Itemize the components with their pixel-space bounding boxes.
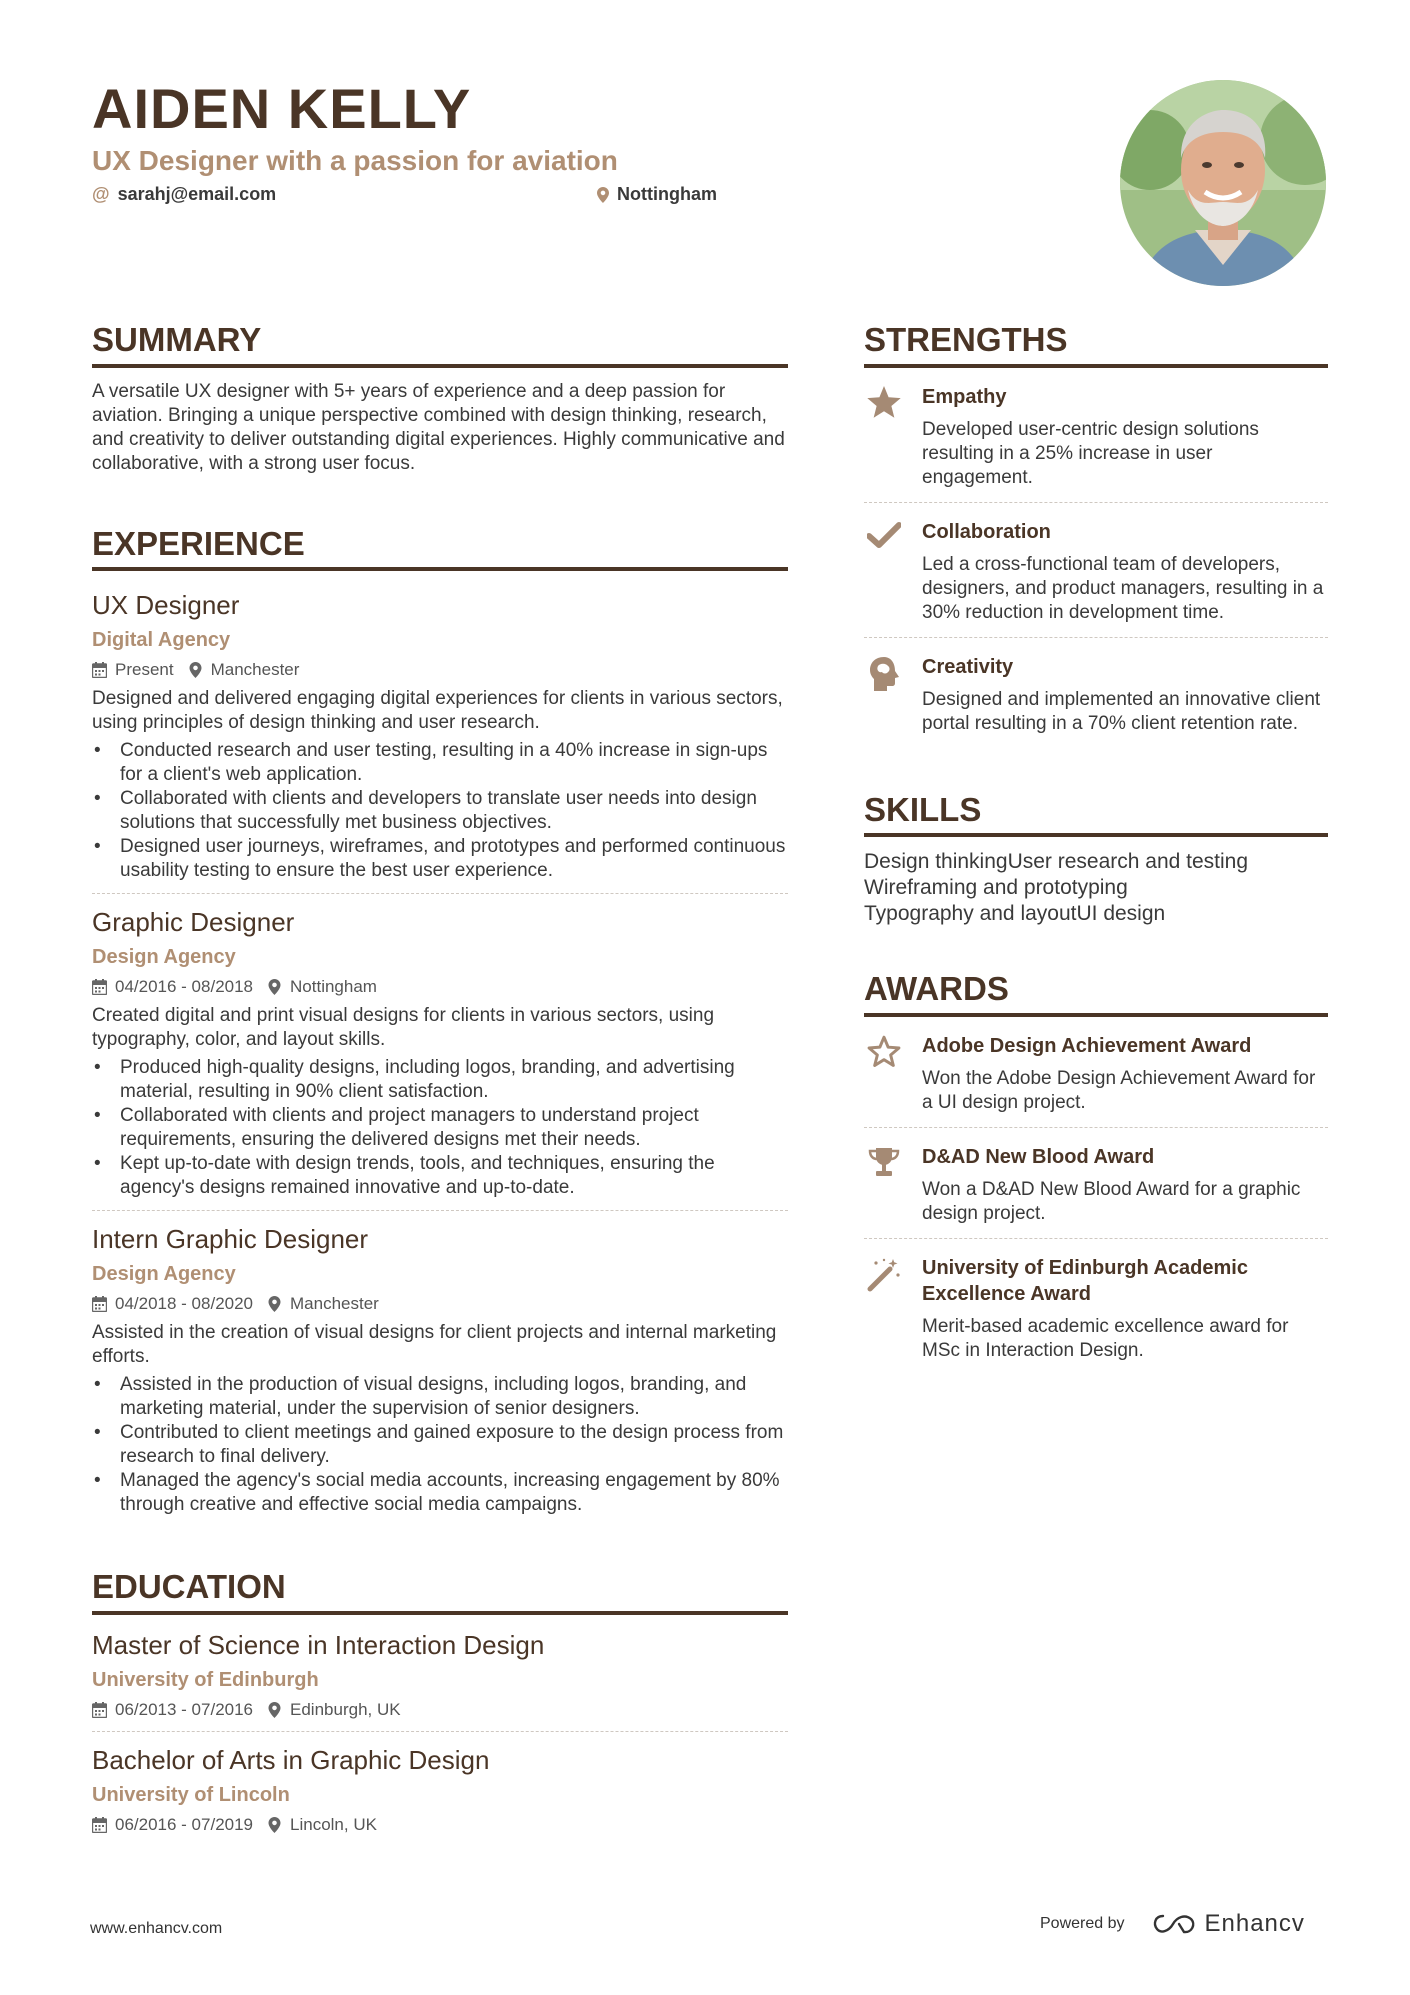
job-title: Graphic Designer bbox=[92, 907, 295, 938]
job-company: Design Agency bbox=[92, 1263, 236, 1286]
footer-powered-by bbox=[1040, 1910, 1305, 1938]
education-meta bbox=[92, 1814, 788, 1836]
location-pin-icon bbox=[597, 187, 609, 203]
calendar-icon bbox=[92, 1702, 107, 1718]
at-icon: @ bbox=[92, 184, 110, 204]
check-icon bbox=[867, 521, 901, 549]
job-location: Nottingham bbox=[290, 977, 377, 997]
job-meta bbox=[92, 976, 788, 998]
education-date: 06/2016 - 07/2019 bbox=[115, 1814, 254, 1834]
award-desc: Won the Adobe Design Achievement Award for a UI design project. bbox=[922, 1067, 1316, 1113]
summary-text: A versatile UX designer with 5+ years of experience and a deep passion for aviation. Bringing a unique perspective combined with design thinking, research, and creativity to deliver outstanding digital experiences. Highly communicative and collaborative, with a strong user focus. bbox=[92, 380, 785, 474]
job-location: Manchester bbox=[290, 1294, 379, 1314]
magic-wand-icon bbox=[866, 1257, 902, 1293]
awards-heading: AWARDS bbox=[864, 969, 1328, 1017]
job-meta bbox=[92, 659, 788, 681]
experience-item bbox=[92, 589, 788, 893]
bullet-item: • Kept up-to-date with design trends, tools, and techniques, ensuring the agency's designs remained innovative and up-to-date. bbox=[92, 1152, 788, 1200]
calendar-icon bbox=[92, 1817, 107, 1833]
job-date: 04/2018 - 08/2020 bbox=[115, 1294, 254, 1314]
location-pin-icon bbox=[267, 1296, 282, 1312]
bullet-item: • Assisted in the production of visual designs, including logos, branding, and marketing material, under the supervision of senior designers. bbox=[92, 1373, 788, 1421]
right-column bbox=[864, 320, 1328, 1375]
enhancv-logo-icon bbox=[1151, 1912, 1197, 1936]
left-column bbox=[92, 320, 788, 1846]
calendar-icon bbox=[92, 979, 107, 995]
email-text: sarahj@email.com bbox=[117, 184, 277, 204]
education-meta bbox=[92, 1699, 788, 1721]
job-title: Intern Graphic Designer bbox=[92, 1224, 369, 1255]
enhancv-brand[interactable] bbox=[1151, 1910, 1305, 1938]
bullet-item: • Produced high-quality designs, including logos, branding, and advertising material, resulting in 90% client satisfaction. bbox=[92, 1056, 788, 1104]
head-brain-icon bbox=[868, 656, 900, 692]
award-title: D&AD New Blood Award bbox=[922, 1145, 1155, 1168]
strength-title: Collaboration bbox=[922, 520, 1051, 543]
calendar-icon bbox=[92, 662, 107, 678]
job-bullets bbox=[92, 1056, 788, 1200]
location-pin-icon bbox=[188, 662, 203, 678]
bullet-item: • Contributed to client meetings and gained exposure to the design process from research to final delivery. bbox=[92, 1421, 788, 1469]
school-name: University of Lincoln bbox=[92, 1783, 290, 1806]
job-date: Present bbox=[115, 660, 174, 680]
location-text: Nottingham bbox=[617, 184, 717, 204]
award-item bbox=[864, 1017, 1328, 1127]
degree-title: Master of Science in Interaction Design bbox=[92, 1629, 545, 1660]
enhancv-wordmark: Enhancv bbox=[1204, 1910, 1305, 1937]
award-title: University of Edinburgh Academic Excellence Award bbox=[922, 1256, 1248, 1305]
strength-item bbox=[864, 502, 1328, 637]
education-location: Edinburgh, UK bbox=[290, 1699, 401, 1719]
strength-desc: Led a cross-functional team of developers, designers, and product managers, resulting in a 30% reduction in development time. bbox=[922, 553, 1324, 623]
location-pin-icon bbox=[267, 979, 282, 995]
location-pin-icon bbox=[267, 1702, 282, 1718]
education-item bbox=[92, 1629, 788, 1731]
education-heading: EDUCATION bbox=[92, 1567, 788, 1615]
profile-photo bbox=[1120, 80, 1326, 286]
skill-line: Typography and layoutUI design bbox=[864, 902, 1166, 926]
awards-section bbox=[864, 969, 1328, 1375]
job-title: UX Designer bbox=[92, 590, 240, 621]
job-date: 04/2016 - 08/2018 bbox=[115, 977, 254, 997]
calendar-icon bbox=[92, 1296, 107, 1312]
candidate-tagline: UX Designer with a passion for aviation bbox=[92, 145, 618, 176]
award-desc: Merit-based academic excellence award for MSc in Interaction Design. bbox=[922, 1315, 1289, 1361]
location-pin-icon bbox=[267, 1817, 282, 1833]
education-section bbox=[92, 1567, 788, 1846]
powered-by-label: Powered by bbox=[1040, 1915, 1125, 1932]
strength-title: Creativity bbox=[922, 655, 1014, 678]
job-bullets bbox=[92, 1373, 788, 1517]
job-description: Created digital and print visual designs for clients in various sectors, using typography, color, and layout skills. bbox=[92, 1005, 715, 1051]
candidate-name: AIDEN KELLY bbox=[92, 77, 472, 140]
award-desc: Won a D&AD New Blood Award for a graphic design project. bbox=[922, 1178, 1301, 1224]
experience-item bbox=[92, 1210, 788, 1527]
strength-title: Empathy bbox=[922, 385, 1007, 408]
school-name: University of Edinburgh bbox=[92, 1668, 319, 1691]
bullet-item: • Designed user journeys, wireframes, and prototypes and performed continuous usability testing to ensure the best user experience. bbox=[92, 835, 788, 883]
skills-list bbox=[864, 849, 1328, 927]
education-item bbox=[92, 1731, 788, 1846]
summary-section bbox=[92, 320, 788, 476]
job-description: Assisted in the creation of visual designs for client projects and internal marketing efforts. bbox=[92, 1322, 777, 1368]
education-location: Lincoln, UK bbox=[290, 1814, 377, 1834]
footer-website[interactable]: www.enhancv.com bbox=[90, 1920, 223, 1937]
award-item bbox=[864, 1238, 1328, 1375]
skills-heading: SKILLS bbox=[864, 790, 1328, 838]
experience-item bbox=[92, 893, 788, 1210]
strength-desc: Developed user-centric design solutions resulting in a 25% increase in user engagement. bbox=[922, 418, 1259, 488]
job-description: Designed and delivered engaging digital experiences for clients in various sectors, using principles of design thinking and user research. bbox=[92, 688, 783, 734]
job-meta bbox=[92, 1293, 788, 1315]
bullet-item: • Conducted research and user testing, resulting in a 40% increase in sign-ups for a client's web application. bbox=[92, 739, 788, 787]
star-outline-icon bbox=[866, 1035, 902, 1069]
experience-section bbox=[92, 524, 788, 1528]
skills-section bbox=[864, 790, 1328, 928]
skill-line: Design thinkingUser research and testing bbox=[864, 850, 1249, 874]
job-bullets bbox=[92, 739, 788, 883]
contact-email[interactable] bbox=[92, 184, 276, 205]
award-item bbox=[864, 1127, 1328, 1238]
award-title: Adobe Design Achievement Award bbox=[922, 1034, 1252, 1057]
strength-item bbox=[864, 637, 1328, 748]
summary-heading: SUMMARY bbox=[92, 320, 788, 368]
job-location: Manchester bbox=[210, 660, 300, 680]
skill-line: Wireframing and prototyping bbox=[864, 876, 1128, 900]
contact-location bbox=[597, 184, 717, 205]
trophy-icon bbox=[867, 1146, 901, 1178]
bullet-item: • Managed the agency's social media accounts, increasing engagement by 80% through creative and effective social media campaigns. bbox=[92, 1469, 788, 1517]
strength-desc: Designed and implemented an innovative client portal resulting in a 70% client retention rate. bbox=[922, 688, 1321, 734]
job-company: Digital Agency bbox=[92, 629, 231, 652]
bullet-item: • Collaborated with clients and project managers to understand project requirements, ensuring the delivered designs met their needs. bbox=[92, 1104, 788, 1152]
strengths-section bbox=[864, 320, 1328, 748]
star-icon bbox=[866, 386, 902, 420]
bullet-item: • Collaborated with clients and developers to translate user needs into design solutions that successfully met business objectives. bbox=[92, 787, 788, 835]
experience-heading: EXPERIENCE bbox=[92, 524, 788, 572]
education-date: 06/2013 - 07/2016 bbox=[115, 1699, 254, 1719]
degree-title: Bachelor of Arts in Graphic Design bbox=[92, 1744, 490, 1775]
strengths-heading: STRENGTHS bbox=[864, 320, 1328, 368]
job-company: Design Agency bbox=[92, 946, 236, 969]
strength-item bbox=[864, 368, 1328, 502]
